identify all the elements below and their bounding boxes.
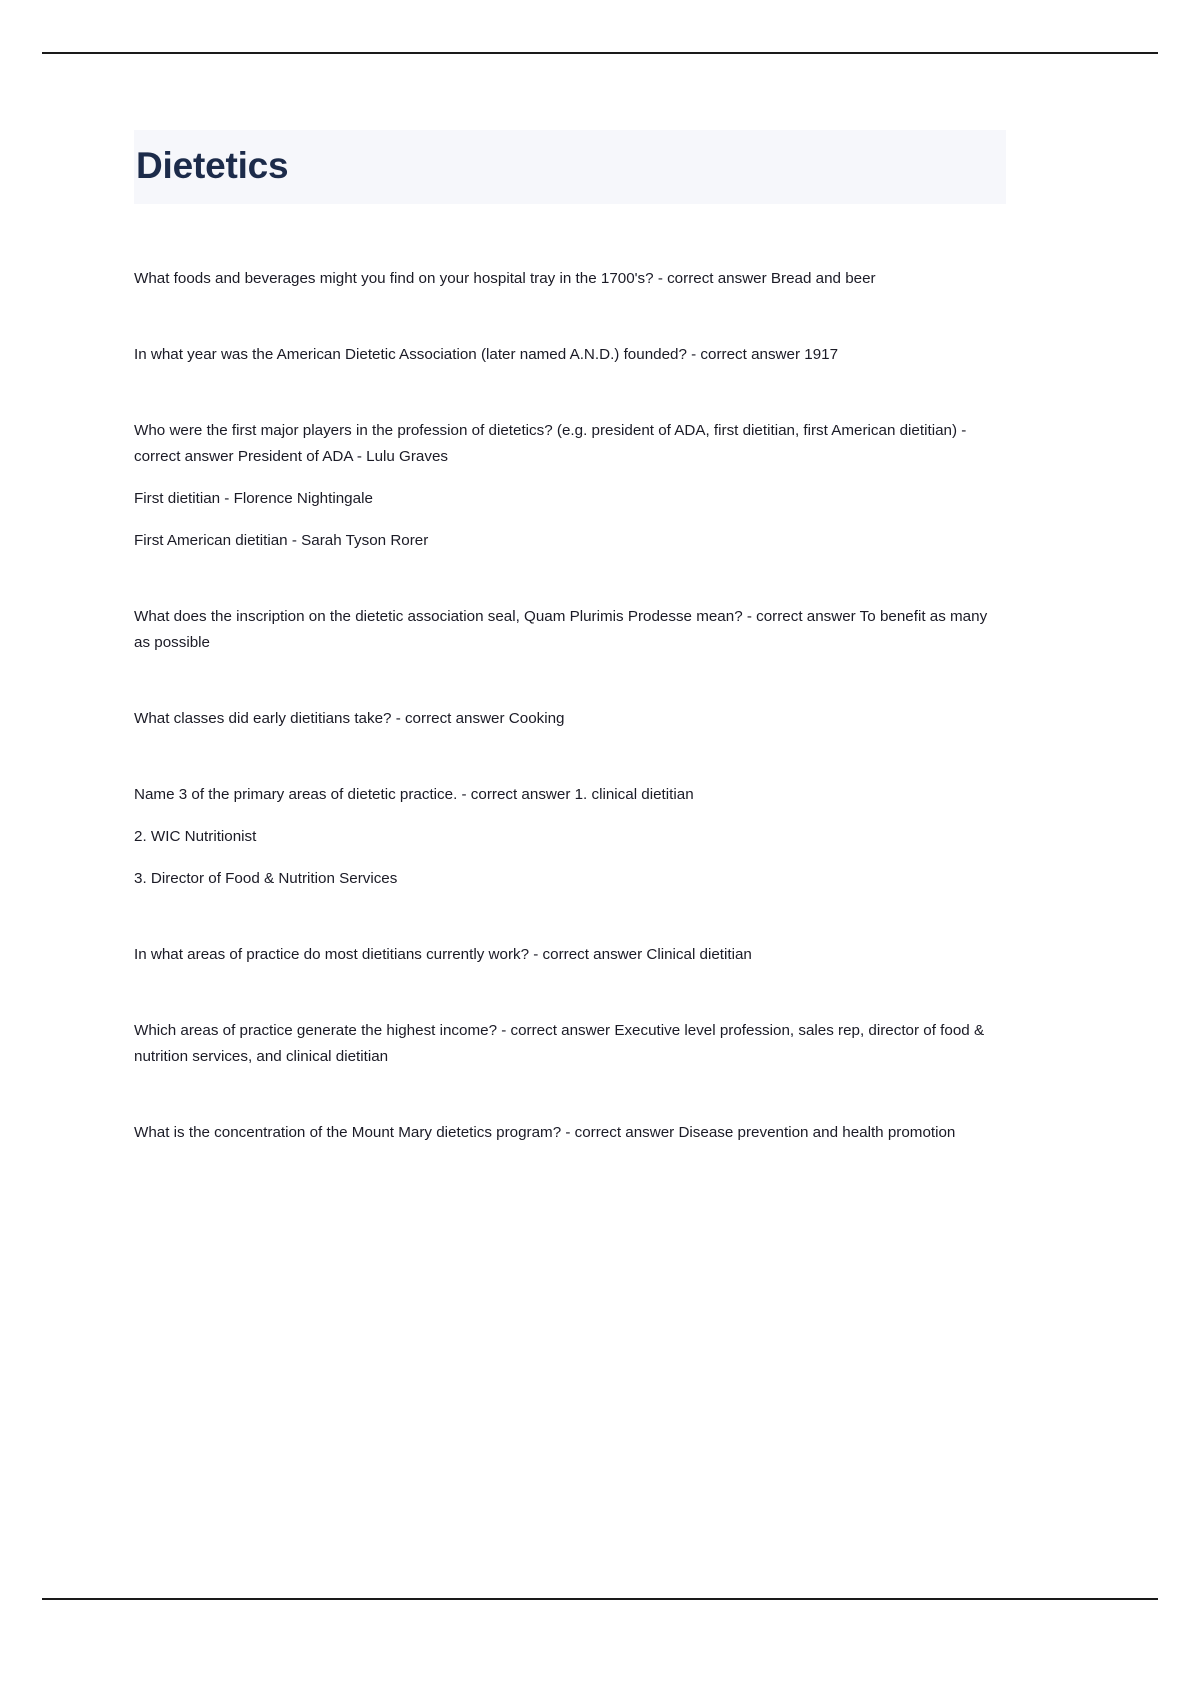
- document-content: [134, 130, 1006, 1146]
- qa-block: [134, 342, 1006, 368]
- qa-line: Name 3 of the primary areas of dietetic practice. - correct answer 1. clinical dietitian: [134, 786, 694, 803]
- page-title: Dietetics: [136, 145, 289, 186]
- qa-block: [134, 266, 1006, 292]
- qa-line: What classes did early dietitians take? - correct answer Cooking: [134, 710, 565, 727]
- qa-line: 2. WIC Nutritionist: [134, 828, 257, 845]
- qa-block: [134, 706, 1006, 732]
- qa-block: [134, 604, 1006, 656]
- qa-line: First American dietitian - Sarah Tyson Rorer: [134, 532, 429, 549]
- qa-line: First dietitian - Florence Nightingale: [134, 490, 373, 507]
- qa-list: [134, 266, 1006, 1146]
- qa-block: [134, 782, 1006, 892]
- page-bottom-divider: [42, 1598, 1158, 1600]
- qa-line: 3. Director of Food & Nutrition Services: [134, 870, 398, 887]
- qa-block: [134, 942, 1006, 968]
- qa-line: In what areas of practice do most dietitians currently work? - correct answer Clinical dietitian: [134, 946, 752, 963]
- qa-line: What foods and beverages might you find on your hospital tray in the 1700's? - correct answer Bread and beer: [134, 270, 876, 287]
- title-banner: [134, 130, 1006, 204]
- qa-line: What is the concentration of the Mount Mary dietetics program? - correct answer Disease prevention and health promotion: [134, 1124, 956, 1141]
- qa-block: [134, 1018, 1006, 1070]
- qa-block: [134, 1120, 1006, 1146]
- qa-block: [134, 418, 1006, 554]
- qa-line: What does the inscription on the dietetic association seal, Quam Plurimis Prodesse mean? - correct answer To benefit as many as possible: [134, 608, 988, 651]
- page-top-divider: [42, 52, 1158, 54]
- qa-line: In what year was the American Dietetic Association (later named A.N.D.) founded? - correct answer 1917: [134, 346, 839, 363]
- qa-line: Which areas of practice generate the highest income? - correct answer Executive level profession, sales rep, director of food & nutrition services, and clinical dietitian: [134, 1022, 985, 1065]
- qa-line: Who were the first major players in the profession of dietetics? (e.g. president of ADA, first dietitian, first American dietitian) - correct answer President of ADA - Lulu Graves: [134, 422, 967, 465]
